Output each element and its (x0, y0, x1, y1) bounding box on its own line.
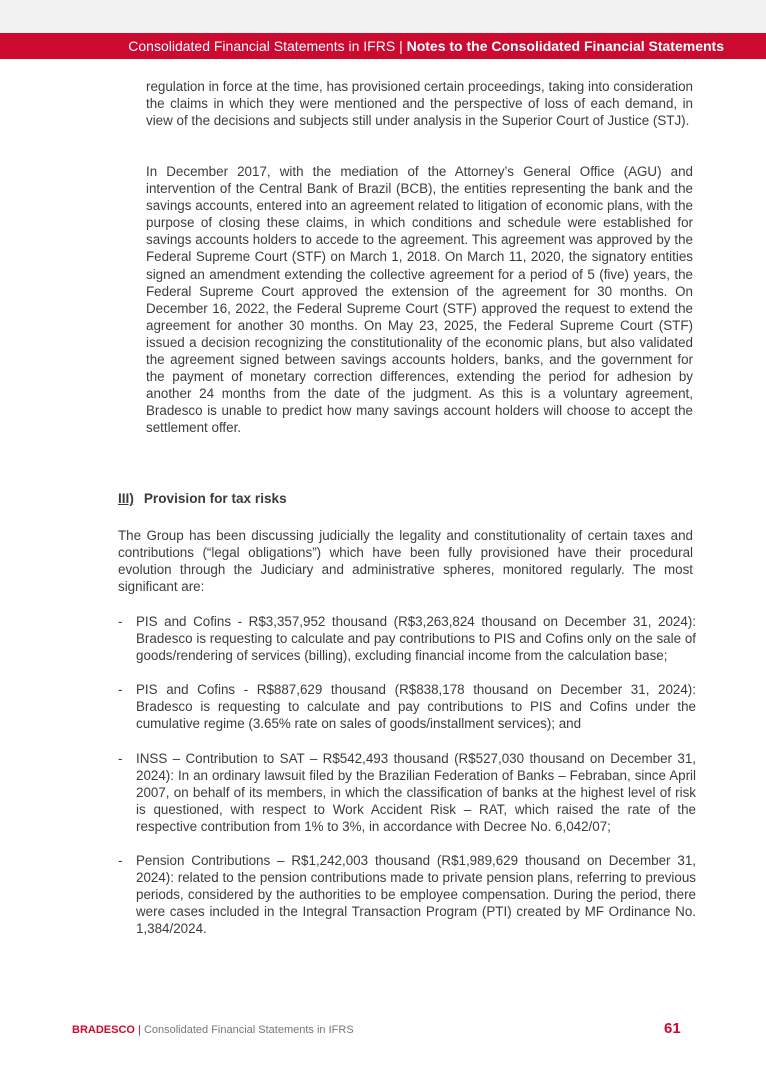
paragraph-agreement: In December 2017, with the mediation of the Attorney’s General Office (AGU) and intervention of the Central Bank of Brazil (BCB), the entities representing the bank and the savings accounts, entered into an agreement related to litigation of economic plans, with the purpose of closing these claims, in which conditions and schedule were established for savings accounts holders to accede to the agreement. This agreement was approved by the Federal Supreme Court (STF) on March 1, 2018. On March 11, 2020, the signatory entities signed an amendment extending the collective agreement for a period of 5 (five) years, the Federal Supreme Court approved the extension of the agreement for 30 months. On December 16, 2022, the Federal Supreme Court (STF) approved the request to extend the agreement for another 30 months. On May 23, 2025, the Federal Supreme Court (STF) issued a decision recognizing the constitutionality of the economic plans, but also validated the agreement signed between savings accounts holders, banks, and the government for the payment of monetary correction differences, extending the period for adhesion by another 24 months from the date of the judgment. As this is a voluntary agreement, Bradesco is unable to predict how many savings account holders will choose to accept the settlement offer. (146, 164, 693, 436)
header-bar (0, 33, 766, 59)
section-number: III) (118, 491, 134, 506)
top-margin (0, 0, 766, 33)
bullet-marker: - (118, 750, 123, 766)
header-section: Consolidated Financial Statements in IFRS (128, 38, 396, 54)
list-item (118, 681, 696, 732)
footer (72, 1023, 354, 1037)
footer-text: Consolidated Financial Statements in IFRS (143, 1024, 354, 1036)
section-heading (118, 490, 678, 508)
header-separator: | (399, 38, 403, 54)
bullet-marker: - (118, 853, 123, 869)
header-title: Notes to the Consolidated Financial Statements (406, 38, 724, 54)
list-item (118, 852, 696, 937)
list-item (118, 613, 696, 664)
tax-risk-list (118, 613, 696, 955)
footer-separator: | (138, 1024, 141, 1036)
list-item-text: PIS and Cofins - R$887,629 thousand (R$838,178 thousand on December 31, 2024): Bradesco is requesting to calculate and pay contributions to PIS and Cofins under the cumulative regime (3.65% rate on sales of goods/installment services); and (136, 682, 696, 732)
footer-brand: BRADESCO (72, 1024, 135, 1036)
bullet-marker: - (118, 614, 123, 629)
bullet-marker: - (118, 682, 123, 698)
list-item-text: PIS and Cofins - R$3,357,952 thousand (R$3,263,824 thousand on December 31, 2024): Bradesco is requesting to calculate and pay contributions to PIS and Cofins only on the sale of goods/rendering of services (billing), excluding financial income from the calculation base; (136, 614, 696, 664)
section-title: Provision for tax risks (143, 491, 287, 506)
paragraph-regulation: regulation in force at the time, has provisioned certain proceedings, taking into consideration the claims in which they were mentioned and the perspective of loss of each demand, in view of the decisions and subjects still under analysis in the Superior Court of Justice (STJ). (146, 79, 693, 129)
header-content (128, 33, 724, 59)
list-item (118, 750, 696, 835)
list-item-text: INSS – Contribution to SAT – R$542,493 thousand (R$527,030 thousand on December 31, 2024): In an ordinary lawsuit filed by the Brazilian Federation of Banks – Febraban, since April 2007, on behalf of its members, in which the classification of banks at the highest level of risk is questioned, with respect to Work Accident Risk – RAT, which raised the rate of the respective contribution from 1% to 3%, in accordance with Decree No. 6,042/07; (136, 750, 696, 834)
paragraph-tax-intro: The Group has been discussing judicially the legality and constitutionality of certain taxes and contributions (“legal obligations”) which have been fully provisioned have their procedural evolution through the Judiciary and administrative spheres, monitored regularly. The most significant are: (118, 528, 693, 595)
list-item-text: Pension Contributions – R$1,242,003 thousand (R$1,989,629 thousand on December 31, 2024): related to the pension contributions made to private pension plans, referring to previous periods, considered by the authorities to be employee compensation. During the period, there were cases included in the Integral Transaction Program (PTI) created by MF Ordinance No. 1,384/2024. (136, 853, 696, 937)
page-number: 61 (664, 1020, 681, 1037)
